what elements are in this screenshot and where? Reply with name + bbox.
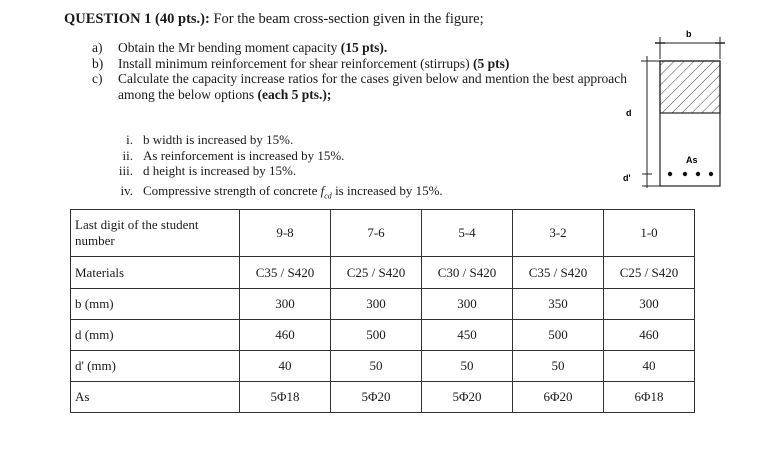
- width-dimension: [655, 37, 725, 59]
- table-cell: 460: [240, 320, 331, 351]
- part-points: (5 pts): [473, 55, 510, 71]
- part-b: [92, 56, 632, 72]
- table-cell: C25 / S420: [331, 257, 422, 289]
- case-number: iii.: [118, 163, 133, 178]
- column-header: 9-8: [240, 210, 331, 257]
- column-header: 1-0: [604, 210, 695, 257]
- part-text: Calculate the capacity increase ratios for the cases given below and mention the best approach among the below options: [118, 71, 628, 102]
- student-data-table: [70, 209, 695, 413]
- table-cell: 500: [513, 320, 604, 351]
- case-text: b width is increased by 15%.: [143, 132, 294, 147]
- table-row: [71, 382, 695, 413]
- part-text: Obtain the Mr bending moment capacity: [118, 40, 341, 55]
- table-cell: 5Φ20: [331, 382, 422, 413]
- part-label: c): [92, 71, 103, 86]
- table-row: [71, 257, 695, 289]
- table-cell: 50: [513, 351, 604, 382]
- beam-cross-section-diagram: [620, 26, 730, 201]
- part-c: [92, 71, 632, 102]
- table-cell: 500: [331, 320, 422, 351]
- table-cell: 300: [240, 289, 331, 320]
- case-item: [98, 132, 443, 148]
- table-cell: 450: [422, 320, 513, 351]
- case-number: i.: [126, 132, 133, 147]
- part-points: (each 5 pts.);: [257, 86, 332, 102]
- table-cell: 300: [422, 289, 513, 320]
- fcd-symbol: $f_{cd}$: [320, 182, 332, 201]
- rebar-dots: [668, 172, 713, 176]
- table-cell: 50: [422, 351, 513, 382]
- column-header: 5-4: [422, 210, 513, 257]
- case-list: [98, 132, 443, 204]
- case-number: iv.: [120, 182, 133, 198]
- row-label: As: [71, 382, 240, 413]
- row-label: d (mm): [71, 320, 240, 351]
- case-text: d height is increased by 15%.: [143, 163, 297, 178]
- table-row: [71, 320, 695, 351]
- table-cell: C25 / S420: [604, 257, 695, 289]
- part-text: Install minimum reinforcement for shear reinforcement (stirrups): [118, 55, 474, 71]
- part-points: (15 pts).: [340, 40, 388, 55]
- table-cell: 350: [513, 289, 604, 320]
- header-label: Last digit of the student number: [71, 210, 240, 257]
- question-title: [64, 11, 484, 28]
- label-d-prime: d': [623, 173, 631, 183]
- table-row: [71, 289, 695, 320]
- depth-dimension: [641, 56, 660, 188]
- table-row: [71, 351, 695, 382]
- row-label: b (mm): [71, 289, 240, 320]
- column-header: 3-2: [513, 210, 604, 257]
- column-header: 7-6: [331, 210, 422, 257]
- table-cell: C30 / S420: [422, 257, 513, 289]
- case-text: is increased by 15%.: [331, 182, 443, 198]
- question-intro: For the beam cross-section given in the figure;: [213, 11, 484, 27]
- label-d: d: [626, 108, 632, 118]
- part-label: b): [92, 55, 104, 71]
- table-header-row: [71, 210, 695, 257]
- case-item: [98, 148, 443, 164]
- label-b: b: [686, 29, 692, 39]
- part-label: a): [92, 40, 103, 55]
- table-cell: 40: [240, 351, 331, 382]
- table-cell: 300: [604, 289, 695, 320]
- case-item: [98, 183, 443, 204]
- question-parts: [92, 40, 632, 102]
- row-label: Materials: [71, 257, 240, 289]
- case-item: [98, 163, 443, 179]
- table-cell: 460: [604, 320, 695, 351]
- case-number: ii.: [122, 147, 133, 163]
- case-text: As reinforcement is increased by 15%.: [143, 147, 345, 163]
- table-cell: 300: [331, 289, 422, 320]
- table-cell: 5Φ20: [422, 382, 513, 413]
- part-a: [92, 40, 632, 56]
- beam-cross-section-figure: [620, 26, 730, 206]
- table-cell: C35 / S420: [240, 257, 331, 289]
- table-cell: C35 / S420: [513, 257, 604, 289]
- table-cell: 6Φ18: [604, 382, 695, 413]
- table-cell: 6Φ20: [513, 382, 604, 413]
- row-label: d' (mm): [71, 351, 240, 382]
- label-as: As: [686, 155, 698, 165]
- case-text: Compressive strength of concrete: [143, 182, 321, 198]
- compression-zone: [660, 61, 720, 113]
- table-cell: 50: [331, 351, 422, 382]
- table-cell: 5Φ18: [240, 382, 331, 413]
- question-number: QUESTION 1 (40 pts.):: [64, 11, 210, 27]
- table-cell: 40: [604, 351, 695, 382]
